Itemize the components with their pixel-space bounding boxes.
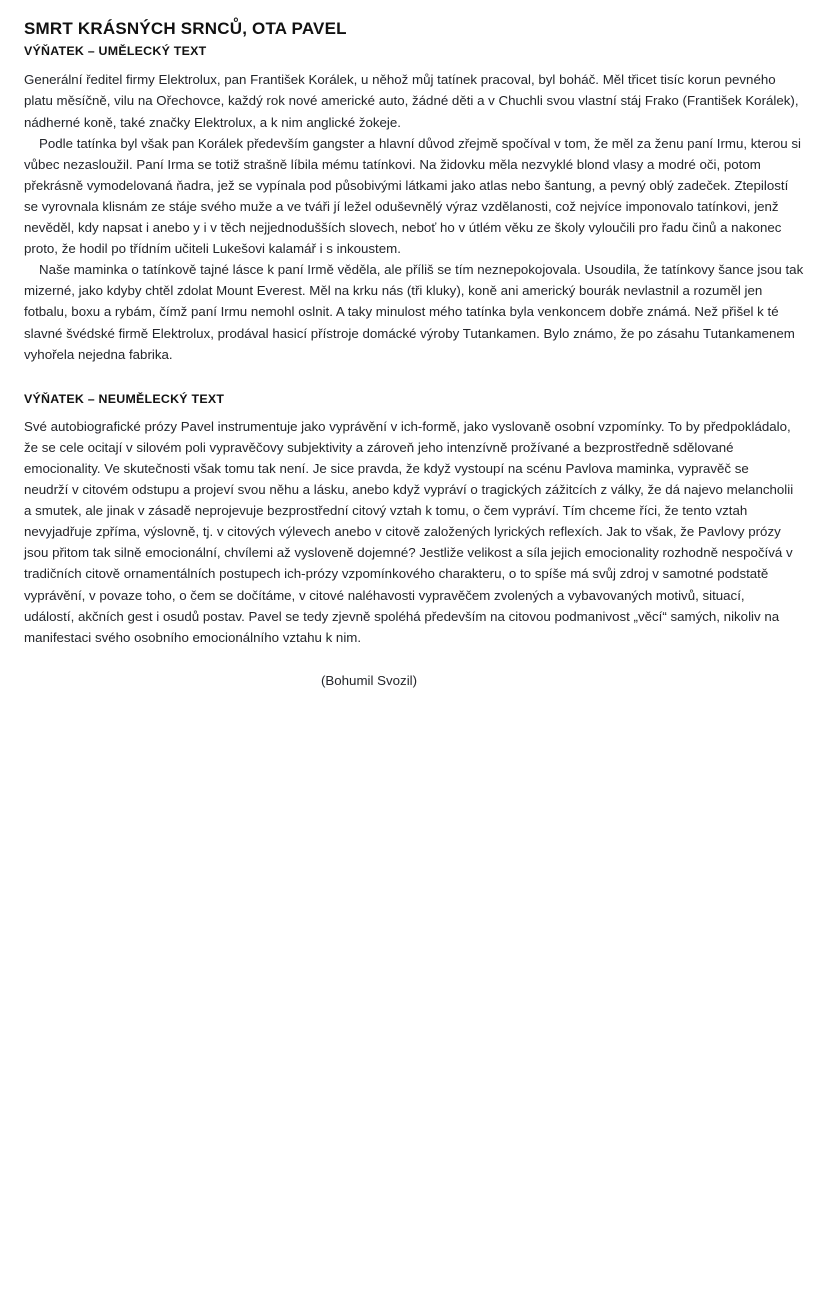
paragraph: Své autobiografické prózy Pavel instrumentuje jako vyprávění v ich-formě, jako vyslovaně osobní vzpomínky. To by předpokládalo, že se cele ocitají v silovém poli vypravěčovy subjektivity a zároveň jeho intenzívně prožívané a bezprostředně sdělované emocionality. Ve skutečnosti však tomu tak není. Je sice pravda, že když vystoupí na scénu Pavlova maminka, vypravěč se neudrží v citovém odstupu a projeví svou něhu a lásku, anebo když vypráví o tragických zážitcích z války, že dá najevo melancholii a smutek, ale jinak v zásadě neprojevuje bezprostřední citový vztah k tomu, o čem vypráví. Tím chceme říci, že tento vztah nevyjadřuje zpříma, výslovně, tj. v citových výlevech anebo v citově založených lyrických reflexích. Jak to však, že Pavlovy prózy jsou přitom tak silně emocionální, chvílemi až vysloveně dojemné? Jestliže velikost a síla jejich emocionality rozhodně nespočívá v tradičních citově ornamentálních postupech ich-prózy vzpomínkového charakteru, o to spíše má svůj zdroj v samotné podstatě vyprávění, v povaze toho, o čem se dočítáme, v citové naléhavosti vypravěčem zvolených a vybavovaných motivů, situací, událostí, akčních gest i osudů postav. Pavel se tedy zjevně spoléhá především na citovou podmanivost „věcí“ samých, nikoliv na manifestaci svého osobního emocionálního vztahu k nim.	[24, 418, 794, 645]
section-umelecky-text	[24, 43, 804, 364]
section-body-umelecky-text	[24, 69, 804, 364]
section-neumelecky-text	[24, 391, 804, 691]
attribution: (Bohumil Svozil)	[320, 672, 418, 688]
paragraph: Naše maminka o tatínkově tajné lásce k paní Irmě věděla, ale příliš se tím neznepokojovala. Usoudila, že tatínkovy šance jsou tak mizerné, jako kdyby chtěl zdolat Mount Everest. Měl na krku nás (tři kluky), koně ani americký bourák nevlastnil a rozuměl jen fotbalu, boxu a rybám, čímž paní Irmu nemohl oslnit. A taky minulost mého tatínka byla venkoncem dobře známá. Než přišel k té slavné švédské firmě Elektrolux, prodával hasicí přístroje domácké výroby Tutankamen. Bylo známo, že po zásahu Tutankamenem vyhořela nejedna fabrika.	[24, 262, 804, 362]
section-body-neumelecky-text	[24, 416, 796, 648]
paragraph: Generální ředitel firmy Elektrolux, pan František Korálek, u něhož můj tatínek pracoval, byl boháč. Měl třicet tisíc korun pevného platu měsíčně, vilu na Ořechovce, každý rok nové americké auto, žádné děti a v Chuchli svou vlastní stáj Frako (František Korálek), nádherné koně, také značky Elektrolux, a k nim anglické žokeje.	[24, 72, 799, 130]
paragraph: Podle tatínka byl však pan Korálek především gangster a hlavní důvod zřejmě spočíval v tom, že měl za ženu paní Irmu, kterou si vůbec nezasloužil. Paní Irma se totiž strašně líbila mému tatínkovi. Na židovku měla nezvyklé blond vlasy a modré oči, potom překrásně vymodelovaná ňadra, jež se vypínala pod působivými látkami jako atlas nebo šantung, a pevný oblý zadeček. Ztepilostí se vyrovnala klisnám ze stáje svého muže a ve tváři jí ležel oduševnělý výraz vzdělanosti, což nejvíce imponovalo tatínkovi, jenž nevěděl, kdy napsat i anebo y i v těch nejjednodušších slovech, neboť ho v útlém věku ze školy vyloučili pro řadu činů a nakonec proto, že hodil po třídním učiteli Lukešovi kalamář i s inkoustem.	[24, 135, 801, 257]
page-title: SMRT KRÁSNÝCH SRNCŮ, OTA PAVEL	[24, 19, 347, 38]
section-heading-umelecky-text: VÝŇATEK – UMĚLECKÝ TEXT	[24, 44, 207, 59]
section-heading-neumelecky-text: VÝŇATEK – NEUMĚLECKÝ TEXT	[24, 391, 225, 406]
